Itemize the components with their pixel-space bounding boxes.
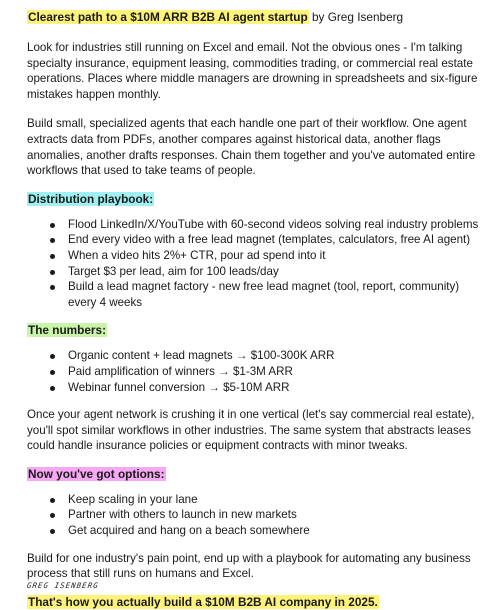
list-item-text: Get acquired and hang on a beach somewhere <box>68 524 310 538</box>
list-item-text: Build a lead magnet factory - new free lead magnet (tool, report, community) every 4 weeks <box>68 280 460 309</box>
list-item <box>47 492 484 508</box>
document-title: Clearest path to a $10M ARR B2B AI agent startup <box>28 10 308 24</box>
options-heading: Now you've got options: <box>28 466 165 481</box>
author-byline: by Greg Isenberg <box>308 10 404 24</box>
list-item-text: Flood LinkedIn/X/YouTube with 60-second videos solving real industry problems <box>68 217 479 231</box>
list-item <box>47 279 484 310</box>
bullet-icon <box>50 386 55 391</box>
numbers-list <box>27 348 484 395</box>
numbers-heading: The numbers: <box>28 323 106 338</box>
list-item <box>47 217 484 233</box>
list-item <box>47 507 484 523</box>
list-item-text: Keep scaling in your lane <box>68 492 198 506</box>
distribution-heading: Distribution playbook: <box>28 191 154 206</box>
list-item <box>47 348 484 364</box>
bullet-icon <box>50 254 55 259</box>
list-item-text: When a video hits 2%+ CTR, pour ad spend into it <box>68 248 326 262</box>
list-item <box>47 364 484 380</box>
bullet-icon <box>50 354 55 359</box>
title-line <box>27 10 484 25</box>
bullet-icon <box>50 513 55 518</box>
options-list <box>27 492 484 539</box>
list-item-text: Target $3 per lead, aim for 100 leads/day <box>68 264 279 278</box>
numbers-heading-line <box>27 323 484 338</box>
bullet-icon <box>50 270 55 275</box>
bullet-icon <box>50 223 55 228</box>
intro-paragraph-2: Build small, specialized agents that each handle one part of their workflow. One agent extracts data from PDFs, another compares against historical data, another flags anomalies, another drafts responses. Chain them together and you've automated entire workflows that used to take teams of people. <box>27 117 476 178</box>
distribution-heading-line <box>27 192 484 207</box>
bullet-icon <box>50 238 55 243</box>
scale-paragraph: Once your agent network is crushing it in one vertical (let's say commercial real estate), you'll spot similar workflows in other industries. The same system that abstracts leases could handle insurance policies or equipment contracts with minor tweaks. <box>27 408 475 453</box>
bullet-icon <box>50 529 55 534</box>
list-item-text: Webinar funnel conversion → $5-10M ARR <box>68 380 290 394</box>
list-item <box>47 264 484 280</box>
options-heading-line <box>27 467 484 482</box>
signature: GREG ISENBERG <box>26 581 100 590</box>
closing-statement: That's how you actually build a $10M B2B AI company in 2025. <box>28 594 378 609</box>
intro-paragraph-1: Look for industries still running on Excel and email. Not the obvious ones - I'm talking specialty insurance, equipment leasing, commodities trading, or commercial real estate operations. Places where middle managers are drowning in spreadsheets and six-figure mistakes happen monthly. <box>27 41 478 101</box>
list-item-text: End every video with a free lead magnet (templates, calculators, free AI agent) <box>68 233 471 247</box>
distribution-list <box>27 217 484 311</box>
bullet-icon <box>50 285 55 290</box>
list-item-text: Organic content + lead magnets → $100-300K ARR <box>68 349 335 363</box>
build-paragraph: Build for one industry's pain point, end up with a playbook for automating any business process that still runs on humans and Excel. <box>27 551 471 581</box>
bullet-icon <box>50 498 55 503</box>
list-item <box>47 232 484 248</box>
bullet-icon <box>50 370 55 375</box>
list-item <box>47 380 484 396</box>
list-item-text: Paid amplification of winners → $1-3M ARR <box>68 364 293 378</box>
list-item <box>47 248 484 264</box>
list-item-text: Partner with others to launch in new markets <box>68 508 297 522</box>
closing-line <box>27 595 484 610</box>
list-item <box>47 523 484 539</box>
